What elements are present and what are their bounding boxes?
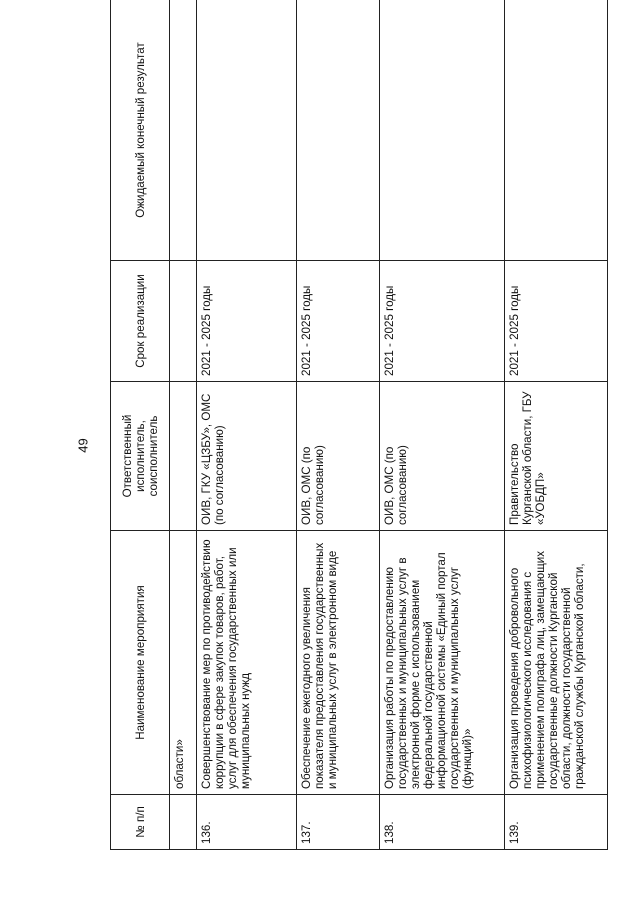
table-row <box>197 0 297 850</box>
row-result <box>505 0 608 261</box>
table-row <box>505 0 608 850</box>
row-name: Организация проведения добровольного психофизиологического исследования с применением полиграфа лиц, замещающих государственные должности Курганской области, должности государственной гражданской службы Курганской области, <box>505 531 608 795</box>
row-num: 138. <box>380 795 505 850</box>
page-number: 49 <box>75 438 91 453</box>
row-num: 139. <box>505 795 608 850</box>
header-term: Срок реализации <box>111 261 170 382</box>
measures-table <box>110 0 608 850</box>
row-executor: ОИВ, ГКУ «ЦЗБУ», ОМС (по согласованию) <box>197 382 297 531</box>
header-executor: Ответственный исполнитель, соисполнитель <box>111 382 170 531</box>
row-executor: ОИВ, ОМС (по согласованию) <box>297 382 380 531</box>
continuation-text: области» <box>170 531 197 795</box>
row-executor: Правительство Курганской области, ГБУ «УОБДП» <box>505 382 608 531</box>
table-header-row <box>111 0 170 850</box>
cell-empty <box>170 0 197 261</box>
row-term: 2021 - 2025 годы <box>380 261 505 382</box>
row-num: 136. <box>197 795 297 850</box>
row-result <box>197 0 297 261</box>
row-executor: ОИВ, ОМС (по согласованию) <box>380 382 505 531</box>
continuation-row <box>170 0 197 850</box>
row-result <box>297 0 380 261</box>
row-term: 2021 - 2025 годы <box>197 261 297 382</box>
cell-empty <box>170 261 197 382</box>
row-name: Организация работы по предоставлению государственных и муниципальных услуг в электронной форме с использованием федеральной государственной информационной системы «Единый портал государственных и муниципальных услуг (функций)» <box>380 531 505 795</box>
row-name: Обеспечение ежегодного увеличения показателя предоставления государственных и муниципальных услуг в электронном виде <box>297 531 380 795</box>
table-row <box>297 0 380 850</box>
row-result <box>380 0 505 261</box>
row-num: 137. <box>297 795 380 850</box>
rotated-page <box>110 42 640 850</box>
row-term: 2021 - 2025 годы <box>505 261 608 382</box>
header-result: Ожидаемый конечный результат <box>111 0 170 261</box>
cell-empty <box>170 382 197 531</box>
row-name: Совершенствование мер по противодействию коррупции в сфере закупок товаров, работ, услуг для обеспечения государственных или муниципальных нужд <box>197 531 297 795</box>
header-name: Наименование мероприятия <box>111 531 170 795</box>
cell-empty <box>170 795 197 850</box>
table-row <box>380 0 505 850</box>
header-num: № п/п <box>111 795 170 850</box>
row-term: 2021 - 2025 годы <box>297 261 380 382</box>
